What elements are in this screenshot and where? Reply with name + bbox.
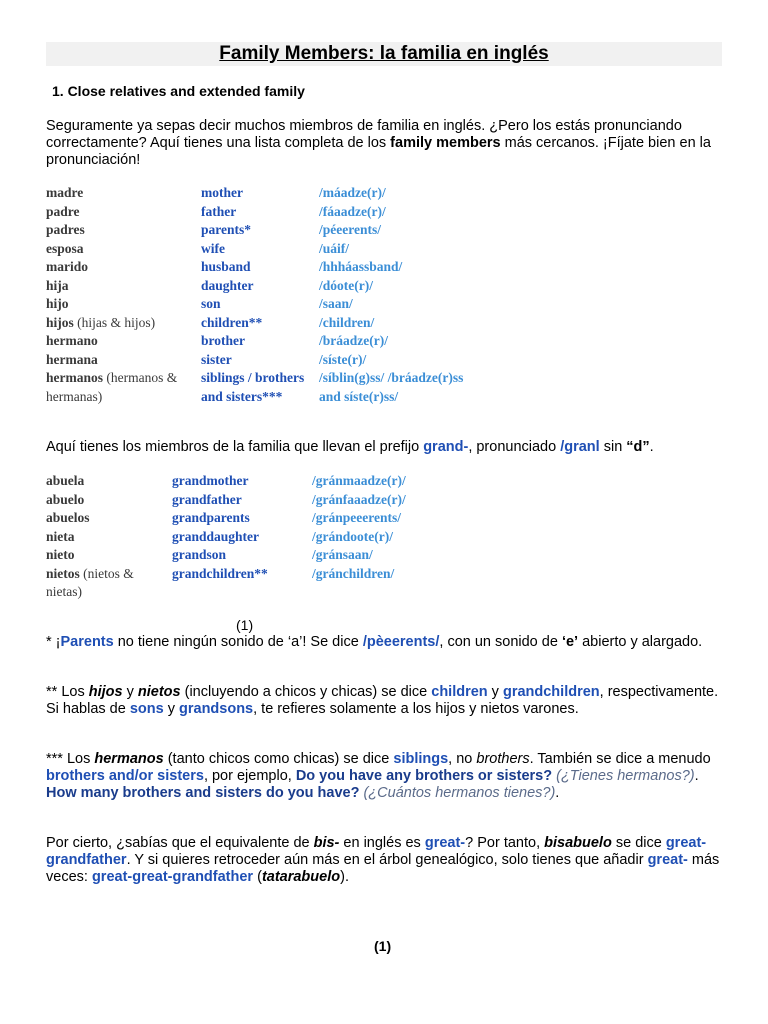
pronunciation: /gránsaan/	[312, 547, 373, 562]
vocab-row	[46, 295, 469, 314]
spanish-term: hijos (hijas & hijos)	[46, 314, 156, 330]
vocab-row	[46, 369, 469, 406]
vocab-row	[46, 351, 469, 370]
spanish-term: hija	[46, 277, 69, 293]
vocab-row	[46, 314, 469, 333]
spanish-term: hermano	[46, 333, 98, 348]
spanish-term: nietos (nietos & nietas)	[46, 565, 134, 599]
section-heading: 1. Close relatives and extended family	[52, 83, 305, 99]
note-siblings: *** Los hermanos (tanto chicos como chicas) se dice siblings, no brothers. También se dice a menudo brothers and/or sisters, por ejemplo, Do you have any brothers or sisters? (¿Tienes hermanos?). How many brothers and sisters do you have? (¿Cuántos hermanos tienes?).	[46, 751, 711, 801]
english-term: sister	[201, 351, 232, 367]
vocab-row	[46, 240, 469, 259]
spanish-term: abuela	[46, 473, 85, 488]
spanish-term: nieto	[46, 547, 75, 562]
title-band	[46, 42, 722, 66]
spanish-term: marido	[46, 259, 88, 274]
page-title: Family Members: la familia en inglés	[219, 43, 549, 64]
pronunciation: /gránmaadze(r)/	[312, 473, 406, 488]
pronunciation: /síste(r)/	[319, 351, 367, 367]
spanish-term: abuelo	[46, 491, 85, 507]
vocab-row	[46, 277, 469, 296]
pronunciation: /máadze(r)/	[319, 185, 386, 200]
english-term: siblings / brothers and sisters***	[201, 370, 305, 404]
vocab-row	[46, 565, 492, 602]
vocab-row	[46, 509, 492, 528]
spanish-term: hermanos (hermanos & hermanas)	[46, 370, 178, 404]
spanish-term: nieta	[46, 528, 75, 544]
english-term: father	[201, 203, 237, 219]
english-term: husband	[201, 259, 251, 274]
intro-paragraph: Seguramente ya sepas decir muchos miembros de familia en inglés. ¿Pero los estás pronunciando correctamente? Aquí tienes una lista completa de los family members más cercanos. ¡Fíjate bien en la pronunciación!	[46, 118, 711, 168]
pronunciation: /gránpeeerents/	[312, 510, 401, 525]
english-term: grandson	[172, 547, 227, 562]
english-term: granddaughter	[172, 528, 260, 544]
spanish-term: padres	[46, 222, 85, 237]
pronunciation: /síblin(g)ss/ /bráadze(r)ss and síste(r)ss/	[319, 370, 464, 404]
close-family-table	[46, 184, 469, 406]
english-term: grandchildren**	[172, 565, 268, 581]
english-term: parents*	[201, 222, 252, 237]
spanish-term: madre	[46, 185, 84, 200]
pronunciation: /gránchildren/	[312, 565, 395, 581]
vocab-row	[46, 332, 469, 351]
spanish-term: padre	[46, 203, 80, 219]
vocab-row	[46, 491, 492, 510]
grand-family-table	[46, 472, 492, 602]
note-parents: * ¡Parents no tiene ningún sonido de ‘a’! Se dice /pèeerents/, con un sonido de ‘e’ abierto y alargado.	[46, 634, 703, 650]
footnote-reference: (1)	[374, 938, 392, 954]
english-term: grandfather	[172, 491, 242, 507]
note-children: ** Los hijos y nietos (incluyendo a chicos y chicas) se dice children y grandchildren, respectivamente. Si hablas de sons y grandsons, te refieres solamente a los hijos y nietos varones.	[46, 684, 719, 717]
pronunciation: /uáif/	[319, 240, 350, 256]
spanish-term: abuelos	[46, 510, 90, 525]
vocab-row	[46, 184, 469, 203]
reference-mark: (1)	[236, 617, 254, 633]
pronunciation: /gránfaaadze(r)/	[312, 491, 406, 507]
pronunciation: /children/	[319, 314, 375, 330]
pronunciation: /saan/	[319, 296, 353, 311]
pronunciation: /bráadze(r)/	[319, 333, 388, 348]
vocab-row	[46, 203, 469, 222]
note-great: Por cierto, ¿sabías que el equivalente de bis- en inglés es great-? Por tanto, bisabuelo se dice great-grandfather. Y si quieres retroceder aún más en el árbol genealógico, solo tienes que añadir great- más veces: great-great-grandfather (tatarabuelo).	[46, 835, 720, 885]
vocab-row	[46, 221, 469, 240]
spanish-term: hermana	[46, 351, 98, 367]
english-term: children**	[201, 314, 263, 330]
pronunciation: /dóote(r)/	[319, 277, 373, 293]
english-term: son	[201, 296, 221, 311]
vocab-row	[46, 472, 492, 491]
english-term: grandparents	[172, 510, 250, 525]
grand-intro-paragraph: Aquí tienes los miembros de la familia que llevan el prefijo grand-, pronunciado /granl sin “d”.	[46, 439, 654, 455]
pronunciation: /grándoote(r)/	[312, 528, 393, 544]
spanish-term: esposa	[46, 240, 84, 256]
pronunciation: /fáaadze(r)/	[319, 203, 386, 219]
english-term: daughter	[201, 277, 254, 293]
spanish-term: hijo	[46, 296, 69, 311]
english-term: grandmother	[172, 473, 249, 488]
english-term: mother	[201, 185, 243, 200]
english-term: wife	[201, 240, 225, 256]
pronunciation: /péeerents/	[319, 222, 381, 237]
pronunciation: /hhháassband/	[319, 259, 403, 274]
english-term: brother	[201, 333, 245, 348]
vocab-row	[46, 546, 492, 565]
vocab-row	[46, 528, 492, 547]
vocab-row	[46, 258, 469, 277]
